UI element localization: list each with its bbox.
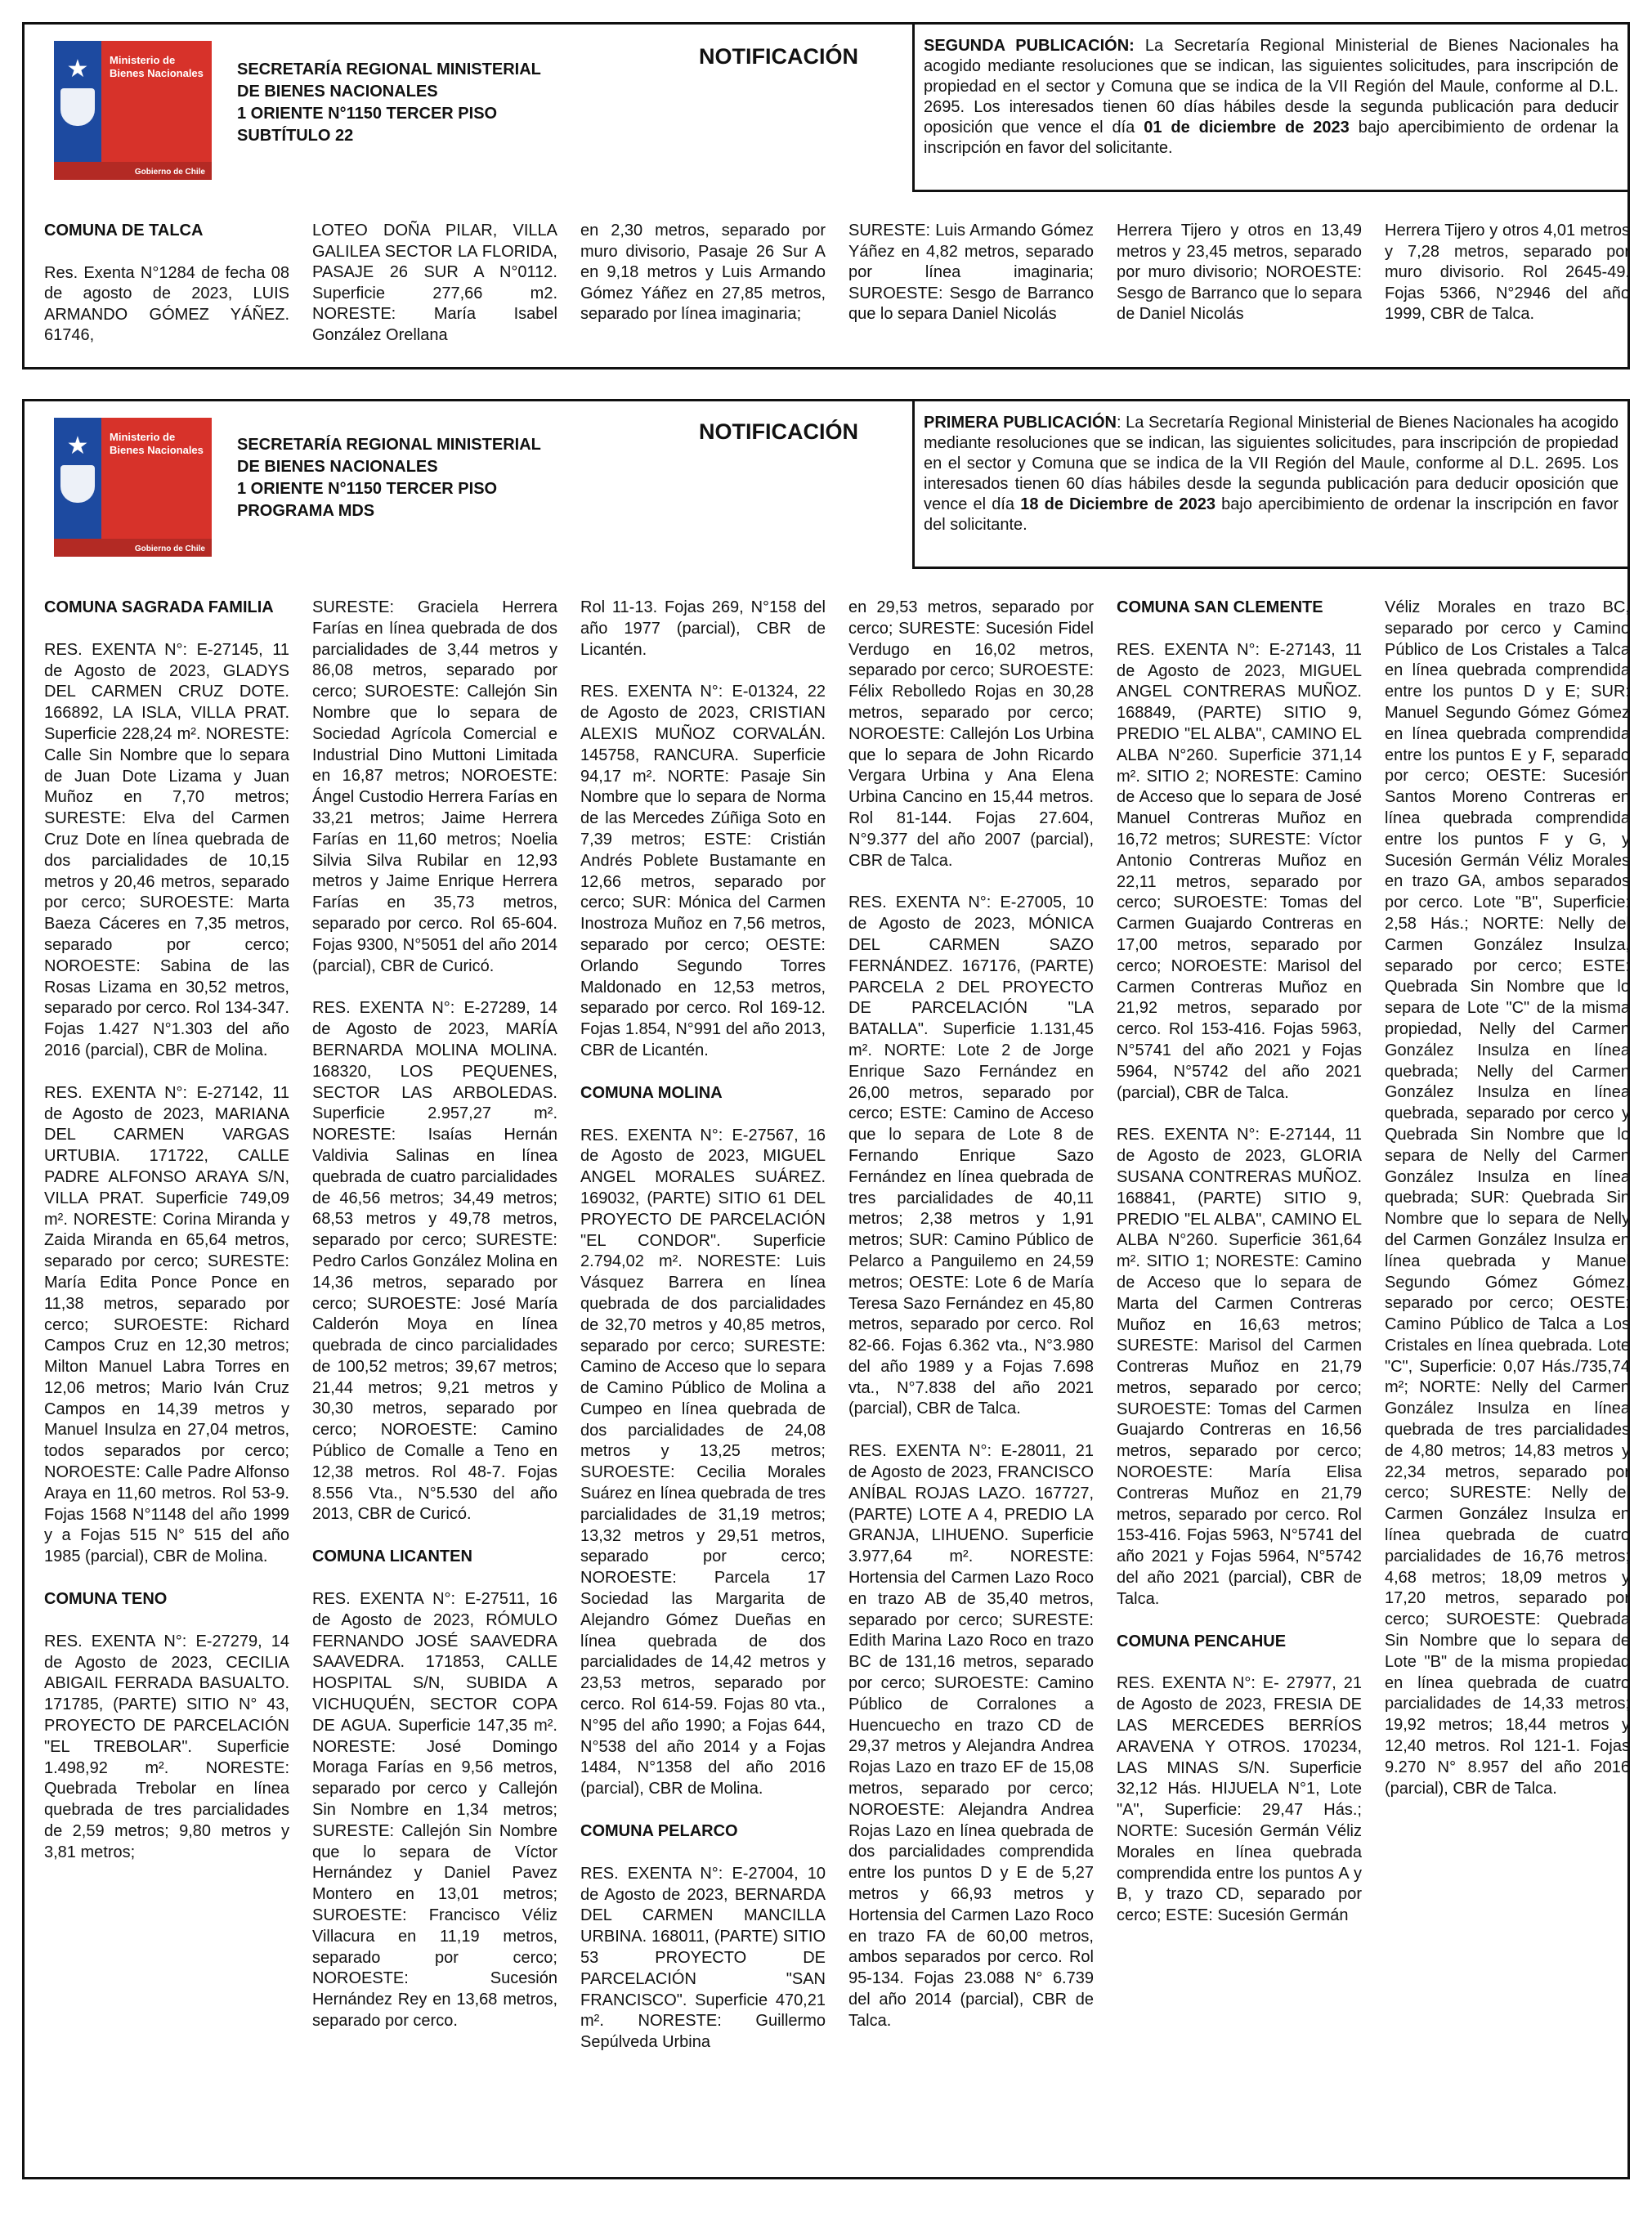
resolution-entry: Rol 11-13. Fojas 269, N°158 del año 1977 (parcial), CBR de Licantén.: [580, 598, 826, 659]
resolution-entry: SURESTE: Graciela Herrera Farías en línea quebrada de dos parcialidades de 3,44 metros y 86,08 metros, separado por cerco; SUROESTE: Callejón Sin Nombre que lo separa de Sociedad Agrícola Comercial e Industrial Dino Muttoni Limitada en 16,87 metros; NOROESTE: Ángel Custodio Herrera Farías en 33,21 metros; Jaime Herrera Farías en 11,60 metros; Noelia Silvia Silva Rubilar en 12,93 metros y Jaime Enrique Herrera Farías en 35,73 metros, separado por cerco. Rol 65-604. Fojas 9300, N°5051 del año 2014 (parcial), CBR de Curicó.: [312, 598, 557, 975]
resolution-entry: RES. EXENTA N°: E-27567, 16 de Agosto de 2023, MIGUEL ANGEL MORALES SUÁREZ. 169032, (PARTE) SITIO 61 DEL PROYECTO DE PARCELACIÓN "EL CONDOR". Superficie 2.794,02 m². NORESTE: Luis Vásquez Barrera en línea quebrada de dos parcialidades de 32,70 metros y 40,85 metros, separado por cerco; SURESTE: Camino de Acceso que lo separa de Camino Público de Molina a Cumpeo en línea quebrada de dos parcialidades de 24,08 metros y 13,25 metros; SUROESTE: Cecilia Morales Suárez en línea quebrada de tres parcialidades de 31,19 metros; 13,32 metros y 29,51 metros, separado por cerco; NOROESTE: Parcela 17 Sociedad las Margarita de Alejandro Gómez Dueñas en línea quebrada de dos parcialidades de 14,42 metros y 23,53 metros, separado por cerco. Rol 614-59. Fojas 80 vta., N°95 del año 1990; a Fojas 644, N°538 del año 2014 y a Fojas 1484, N°1358 del año 2016 (parcial), CBR de Molina.: [580, 1126, 826, 1798]
text-column: [1117, 598, 1362, 1948]
logo-text: Ministerio de Bienes Nacionales: [110, 431, 204, 456]
text-column: [44, 598, 289, 1885]
coat-of-arms-icon: [60, 465, 95, 503]
logo-text: Ministerio de Bienes Nacionales: [110, 54, 204, 79]
publication-statement: PRIMERA PUBLICACIÓN: La Secretaría Regional Ministerial de Bienes Nacionales ha acogido mediante resoluciones que se indican, las siguientes solicitudes, para inscripción de propiedad en el sector y Comuna que se indica de la VII Región del Maule, conforme al D.L. 2695. Los interesados tienen 60 días hábiles desde la segunda publicación para deducir oposición que vence el día 18 de Diciembre de 2023 bajo apercibimiento de ordenar la inscripción en favor del solicitante.: [924, 414, 1618, 534]
deadline-date: 01 de diciembre de 2023: [1144, 119, 1350, 137]
text-column: [848, 221, 1094, 347]
ministerio-logo: [54, 418, 212, 557]
logo-footer: Gobierno de Chile: [134, 544, 205, 553]
resolution-entry: RES. EXENTA N°: E-27511, 16 de Agosto de 2023, RÓMULO FERNANDO JOSÉ SAAVEDRA SAAVEDRA. 171853, CALLE HOSPITAL S/N, SUBIDA A VICHUQUÉN, SECTOR COPA DE AGUA. Superficie 147,35 m². NORESTE: José Domingo Moraga Farías en 9,56 metros, separado por cerco y Callejón Sin Nombre en 1,34 metros; SURESTE: Callejón Sin Nombre que lo separa de Víctor Hernández y Daniel Pavez Montero en 13,01 metros; SUROESTE: Francisco Véliz Villacura en 11,19 metros, separado por cerco; NOROESTE: Sucesión Hernández Rey en 13,68 metros, separado por cerco.: [312, 1590, 557, 2030]
publication-statement: SEGUNDA PUBLICACIÓN: La Secretaría Regional Ministerial de Bienes Nacionales ha acogido mediante resoluciones que se indican, las siguientes solicitudes, para inscripción de propiedad en el sector y Comuna que se indica de la VII Región del Maule, conforme al D.L. 2695. Los interesados tienen 60 días hábiles desde la segunda publicación para deducir oposición que vence el día 01 de diciembre de 2023 bajo apercibimiento de ordenar la inscripción en favor del solicitante.: [924, 37, 1618, 157]
divider: [912, 567, 1627, 569]
text-column: [580, 598, 826, 2075]
resolution-entry: RES. EXENTA N°: E-27145, 11 de Agosto de 2023, GLADYS DEL CARMEN CRUZ DOTE. 166892, LA ISLA, VILLA PRAT. Superficie 228,24 m². NORESTE: Calle Sin Nombre que lo separa de Juan Dote Lizama y Juan Muñoz en 7,70 metros; SURESTE: Elva del Carmen Cruz Dote en línea quebrada de dos parcialidades de 10,15 metros y 20,46 metros, separado por cerco; SUROESTE: Marta Baeza Cáceres en 7,35 metros, separado por cerco; NOROESTE: Sabina de las Rosas Lizama en 30,52 metros, separado por cerco. Rol 134-347. Fojas 1.427 N°1.303 del año 2016 (parcial), CBR de Molina.: [44, 640, 289, 1059]
notice-segunda-publicacion: [22, 22, 1630, 370]
divider: [912, 25, 915, 192]
comuna-heading: COMUNA DE TALCA: [44, 222, 204, 240]
publication-label: PRIMERA PUBLICACIÓN: [924, 414, 1117, 432]
resolution-entry: RES. EXENTA N°: E-27004, 10 de Agosto de 2023, BERNARDA DEL CARMEN MANCILLA URBINA. 168011, (PARTE) SITIO 53 PROYECTO DE PARCELACIÓN "SAN FRANCISCO". Superficie 470,21 m². NORESTE: Guillermo Sepúlveda Urbina: [580, 1864, 826, 2052]
divider: [912, 401, 915, 569]
resolution-entry: RES. EXENTA N°: E-27144, 11 de Agosto de 2023, GLORIA SUSANA CONTRERAS MUÑOZ. 168841, (PARTE) SITIO 9, PREDIO "EL ALBA", CAMINO EL ALBA N°260. Superficie 361,64 m². SITIO 1; NORESTE: Camino de Acceso que lo separa de Marta del Carmen Contreras Muñoz en 16,63 metros; SURESTE: Marisol del Carmen Contreras Muñoz en 21,79 metros, separado por cerco; SUROESTE: Tomas del Carmen Guajardo Contreras en 16,56 metros, separado por cerco; NOROESTE: María Elisa Contreras Muñoz en 21,79 metros, separado por cerco. Rol 153-416. Fojas 5963, N°5741 del año 2021 y Fojas 5964, N°5742 del año 2021 (parcial), CBR de Talca.: [1117, 1126, 1362, 1608]
coat-of-arms-icon: [60, 88, 95, 126]
comuna-heading: COMUNA SAN CLEMENTE: [1117, 598, 1323, 616]
text-column: [1117, 221, 1362, 347]
text-column: [312, 598, 557, 2054]
resolution-entry: LOTEO DOÑA PILAR, VILLA GALILEA SECTOR LA FLORIDA, PASAJE 26 SUR A N°0112. Superficie 277,66 m2. NORESTE: María Isabel González Orellana: [312, 222, 557, 344]
comuna-heading: COMUNA MOLINA: [580, 1083, 723, 1102]
text-column: [312, 221, 557, 367]
text-column: [848, 598, 1094, 2054]
text-column: [1385, 221, 1630, 347]
resolution-entry: en 2,30 metros, separado por muro divisorio, Pasaje 26 Sur A en 9,18 metros y Luis Armando Gómez Yáñez en 27,85 metros, separado por línea imaginaria;: [580, 222, 826, 323]
resolution-entry: SURESTE: Luis Armando Gómez Yáñez en 4,82 metros, separado por línea imaginaria; SUROESTE: Sesgo de Barranco que lo separa Daniel Nicolás: [848, 222, 1094, 323]
resolution-entry: Herrera Tijero y otros 4,01 metros y 7,28 metros, separado por muro divisorio. Rol 2645-49. Fojas 5366, N°2946 del año 1999, CBR de Talca.: [1385, 222, 1630, 323]
resolution-entry: RES. EXENTA N°: E-27005, 10 de Agosto de 2023, MÓNICA DEL CARMEN SAZO FERNÁNDEZ. 167176, (PARTE) PARCELA 2 DEL PROYECTO DE PARCELACIÓN "LA BATALLA". Superficie 1.131,45 m². NORTE: Lote 2 de Jorge Enrique Sazo Fernández en 26,00 metros, separado por cerco; ESTE: Camino de Acceso que lo separa de Lote 8 de Fernando Enrique Sazo Fernández en línea quebrada de tres parcialidades de 40,11 metros; 2,38 metros y 1,91 metros; SUR: Camino Público de Pelarco a Panguilemo en 24,59 metros; OESTE: Lote 6 de María Teresa Sazo Fernández en 45,80 metros, separado por cerco. Rol 82-66. Fojas 6.362 vta., N°3.980 del año 1989 y a Fojas 7.698 vta., N°7.838 del año 2021 (parcial), CBR de Talca.: [848, 894, 1094, 1418]
resolution-entry: RES. EXENTA N°: E-27289, 14 de Agosto de 2023, MARÍA BERNARDA MOLINA MOLINA. 168320, LOS PEQUENES, SECTOR LAS ARBOLEDAS. Superficie 2.957,27 m². NORESTE: Isaías Hernán Valdivia Salinas en línea quebrada de cuatro parcialidades de 46,56 metros; 34,49 metros; 68,53 metros y 49,78 metros, separado por cerco; SURESTE: Pedro Carlos González Molina en 14,36 metros, separado por cerco; SUROESTE: José María Calderón Moya en línea quebrada de cinco parcialidades de 100,52 metros; 39,67 metros; 21,44 metros; 9,21 metros y 30,30 metros, separado por cerco; NOROESTE: Camino Público de Comalle a Teno en 12,38 metros. Rol 48-7. Fojas 8.556 Vta., N°5.530 del año 2013, CBR de Curicó.: [312, 999, 557, 1524]
resolution-entry: RES. EXENTA N°: E-28011, 21 de Agosto de 2023, FRANCISCO ANÍBAL ROJAS LAZO. 167727, (PARTE) LOTE A 4, PREDIO LA GRANJA, LIHUENO. Superficie 3.977,64 m². NORESTE: Hortensia del Carmen Lazo Roco en trazo AB de 35,40 metros, separado por cerco; SURESTE: Edith Marina Lazo Roco en trazo BC de 131,16 metros, separado por cerco; SUROESTE: Camino Público de Corralones a Huencuecho en trazo CD de 29,37 metros y Alejandra Andrea Rojas Lazo en trazo EF de 15,08 metros, separado por cerco; NOROESTE: Alejandra Andrea Rojas Lazo en línea quebrada de dos parcialidades comprendida entre los puntos D y E de 5,27 metros y 66,93 metros y Hortensia del Carmen Lazo Roco en trazo FA de 60,00 metros, ambos separados por cerco. Rol 95-134. Fojas 23.088 N° 6.739 del año 2014 (parcial), CBR de Talca.: [848, 1442, 1094, 2030]
resolution-entry: RES. EXENTA N°: E- 27977, 21 de Agosto de 2023, FRESIA DE LAS MERCEDES BERRÍOS ARAVENA Y OTROS. 170234, LAS MINAS S/N. Superficie 32,12 Hás. HIJUELA N°1, Lote "A", Superficie: 29,47 Hás.; NORTE: Sucesión Germán Véliz Morales en línea quebrada comprendida entre los puntos A y B, y trazo CD, separado por cerco; ESTE: Sucesión Germán: [1117, 1674, 1362, 1925]
resolution-entry: Res. Exenta N°1284 de fecha 08 de agosto de 2023, LUIS ARMANDO GÓMEZ YÁÑEZ. 61746,: [44, 263, 289, 344]
notice-columns: [44, 598, 1630, 2163]
star-icon: ★: [66, 56, 89, 83]
text-column: [580, 221, 826, 347]
notice-title: NOTIFICACIÓN: [699, 44, 858, 69]
comuna-heading: COMUNA SAGRADA FAMILIA: [44, 598, 274, 616]
ministerio-logo: [54, 41, 212, 180]
resolution-entry: RES. EXENTA N°: E-27279, 14 de Agosto de 2023, CECILIA ABIGAIL FERRADA BASUALTO. 171785, (PARTE) SITIO N° 43, PROYECTO DE PARCELACIÓN "EL TREBOLAR". Superficie 1.498,92 m². NORESTE: Quebrada Trebolar en línea quebrada de tres parcialidades de 2,59 metros; 9,80 metros y 3,81 metros;: [44, 1632, 289, 1861]
comuna-heading: COMUNA LICANTEN: [312, 1547, 472, 1566]
resolution-entry: RES. EXENTA N°: E-27142, 11 de Agosto de 2023, MARIANA DEL CARMEN VARGAS URTUBIA. 171722, CALLE PADRE ALFONSO ARAYA S/N, VILLA PRAT. Superficie 749,09 m². NORESTE: Corina Miranda y Zaida Miranda en 65,64 metros, separado por cerco; SURESTE: María Edita Ponce Ponce en 11,38 metros, separado por cerco; SUROESTE: Richard Campos Cruz en 12,30 metros; Milton Manuel Labra Torres en 12,06 metros; Mario Iván Cruz Campos en 14,39 metros y Manuel Insulza en 27,04 metros, todos separados por cerco; NOROESTE: Calle Padre Alfonso Araya en 11,60 metros. Rol 53-9. Fojas 1568 N°1148 del año 1999 y a Fojas 515 N° 515 del año 1985 (parcial), CBR de Molina.: [44, 1083, 289, 1566]
comuna-heading: COMUNA PENCAHUE: [1117, 1632, 1287, 1650]
comuna-heading: COMUNA TENO: [44, 1590, 168, 1609]
resolution-entry: RES. EXENTA N°: E-27143, 11 de Agosto de 2023, MIGUEL ANGEL CONTRERAS MUÑOZ. 168849, (PARTE) SITIO 9, PREDIO "EL ALBA", CAMINO EL ALBA N°260. Superficie 371,14 m². SITIO 2; NORESTE: Camino de Acceso que lo separa de José Manuel Contreras Muñoz en 16,72 metros; SURESTE: Víctor Antonio Contreras Muñoz en 22,11 metros, separado por cerco; SUROESTE: Tomas del Carmen Guajardo Contreras en 17,00 metros, separado por cerco; NOROESTE: Marisol del Carmen Contreras Muñoz en 21,92 metros, separado por cerco. Rol 153-416. Fojas 5963, N°5741 del año 2021 y Fojas 5964, N°5742 del año 2021 (parcial), CBR de Talca.: [1117, 640, 1362, 1102]
star-icon: ★: [66, 432, 89, 459]
resolution-entry: en 29,53 metros, separado por cerco; SURESTE: Sucesión Fidel Verdugo en 16,02 metros, separado por cerco; SUROESTE: Félix Rebolledo Rojas en 30,28 metros, separado por cerco; NOROESTE: Callejón Los Urbina que lo separa de John Ricardo Vergara Urbina y Ana Elena Urbina Cancino en 15,44 metros. Rol 81-144. Fojas 27.604, N°9.377 del año 2007 (parcial), CBR de Talca.: [848, 598, 1094, 870]
organization-address: SECRETARÍA REGIONAL MINISTERIAL DE BIENES NACIONALES 1 ORIENTE N°1150 TERCER PISO SUBTÍTULO 22: [237, 60, 541, 145]
text-column: [1385, 598, 1630, 1821]
divider: [912, 190, 1627, 192]
notice-columns: [44, 221, 1630, 360]
resolution-entry: Véliz Morales en trazo BC, separado por cerco y Camino Público de Los Cristales a Talca en línea quebrada comprendida entre los puntos D y E; SUR: Manuel Segundo Gómez Gómez en línea quebrada comprendida entre los puntos E y F, separado por cerco; OESTE: Sucesión Santos Moreno Contreras en línea quebrada comprendida entre los puntos F y G, y Sucesión Germán Véliz Morales en trazo GA, ambos separados por cerco. Lote "B", Superficie: 2,58 Hás.; NORTE: Nelly del Carmen González Insulza, separado por cerco; ESTE: Quebrada Sin Nombre que lo separa de Lote "C" de la misma propiedad, Nelly del Carmen González Insulza en línea quebrada; Nelly del Carmen González Insulza en línea quebrada, separado por cerco y Quebrada Sin Nombre que lo separa de Nelly del Carmen González Insulza en línea quebrada; SUR: Quebrada Sin Nombre que lo separa de Nelly del Carmen González Insulza en línea quebrada y Manuel Segundo Gómez Gómez, separado por cerco; OESTE: Camino Público de Talca a Los Cristales en línea quebrada. Lote "C", Superficie: 0,07 Hás./735,74 m²; NORTE: Nelly del Carmen González Insulza en línea quebrada de tres parcialidades de 4,80 metros; 14,83 metros y 22,34 metros, separado por cerco; SURESTE: Nelly del Carmen González Insulza en línea quebrada de cuatro parcialidades de 16,76 metros; 4,68 metros; 18,09 metros y 17,20 metros, separado por cerco; SUROESTE: Quebrada Sin Nombre que lo separa de Lote "B" de la misma propiedad en línea quebrada de cuatro parcialidades de 14,33 metros; 19,92 metros; 18,44 metros y 12,40 metros. Rol 121-1. Fojas 9.270 N° 8.957 del año 2016 (parcial), CBR de Talca.: [1385, 598, 1630, 1798]
publication-label: SEGUNDA PUBLICACIÓN:: [924, 37, 1135, 55]
resolution-entry: RES. EXENTA N°: E-01324, 22 de Agosto de 2023, CRISTIAN ALEXIS MUÑOZ CORVALÁN. 145758, RANCURA. Superficie 94,17 m². NORTE: Pasaje Sin Nombre que lo separa de Norma de las Mercedes Zúñiga Soto en 7,39 metros; ESTE: Cristián Andrés Poblete Bustamante en 12,66 metros, separado por cerco; SUR: Mónica del Carmen Inostroza Muñoz en 7,56 metros, separado por cerco; OESTE: Orlando Segundo Torres Maldonado en 12,53 metros, separado por cerco. Rol 169-12. Fojas 1.854, N°991 del año 2013, CBR de Licantén.: [580, 683, 826, 1059]
organization-address: SECRETARÍA REGIONAL MINISTERIAL DE BIENES NACIONALES 1 ORIENTE N°1150 TERCER PISO PROGRAMA MDS: [237, 436, 541, 520]
notice-title: NOTIFICACIÓN: [699, 419, 858, 444]
text-column: [44, 221, 289, 368]
deadline-date: 18 de Diciembre de 2023: [1020, 495, 1215, 513]
resolution-entry: Herrera Tijero y otros en 13,49 metros y 23,45 metros, separado por muro divisorio; NOROESTE: Sesgo de Barranco que lo separa de Daniel Nicolás: [1117, 222, 1362, 323]
comuna-heading: COMUNA PELARCO: [580, 1822, 738, 1841]
notice-primera-publicacion: [22, 399, 1630, 2179]
logo-footer: Gobierno de Chile: [134, 168, 205, 177]
